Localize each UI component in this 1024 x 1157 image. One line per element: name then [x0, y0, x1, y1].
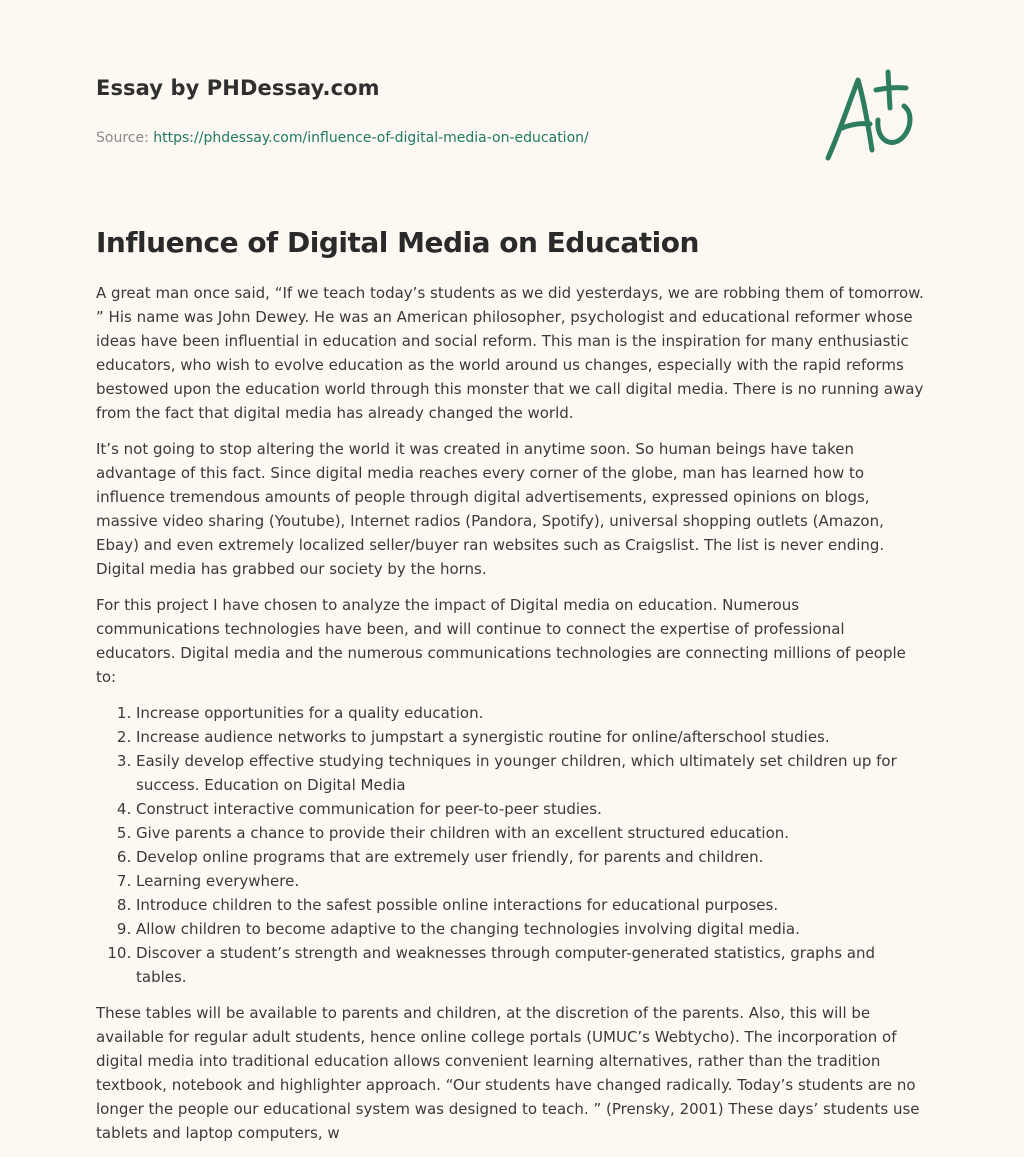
source-label: Source:	[96, 130, 154, 146]
list-item: 2. Increase audience networks to jumpstart a synergistic routine for online/afterschool studies.	[136, 725, 926, 749]
source-line	[96, 130, 796, 146]
list-item: 7. Learning everywhere.	[136, 869, 926, 893]
numbered-list	[96, 701, 926, 989]
list-item: 1. Increase opportunities for a quality education.	[136, 701, 926, 725]
list-item: 6. Develop online programs that are extremely user friendly, for parents and children.	[136, 845, 926, 869]
site-brand: Essay by PHDessay.com	[96, 76, 380, 100]
list-item: 8. Introduce children to the safest possible online interactions for educational purposes.	[136, 893, 926, 917]
a-plus-logo-icon	[820, 66, 930, 166]
list-item: 3. Easily develop effective studying techniques in younger children, which ultimately set children up for success. Education on Digital Media	[136, 749, 926, 797]
list-item: 10. Discover a student’s strength and weaknesses through computer-generated statistics, graphs and tables.	[136, 941, 926, 989]
paragraph-3: For this project I have chosen to analyze the impact of Digital media on education. Numerous communications technologies have been, and will continue to connect the expertise of professional educators. Digital media and the numerous communications technologies are connecting millions of people to:	[96, 596, 906, 686]
list-item: 5. Give parents a chance to provide their children with an excellent structured education.	[136, 821, 926, 845]
list-item: 9. Allow children to become adaptive to the changing technologies involving digital media.	[136, 917, 926, 941]
source-link[interactable]: https://phdessay.com/influence-of-digital-media-on-education/	[153, 130, 589, 146]
article	[96, 226, 926, 1157]
page-header	[96, 76, 796, 146]
paragraph-2: It’s not going to stop altering the world it was created in anytime soon. So human beings have taken advantage of this fact. Since digital media reaches every corner of the globe, man has learned how to influence tremendous amounts of people through digital advertisements, expressed opinions on blogs, massive video sharing (Youtube), Internet radios (Pandora, Spotify), universal shopping outlets (Amazon, Ebay) and even extremely localized seller/buyer ran websites such as Craigslist. The list is never ending. Digital media has grabbed our society by the horns.	[96, 440, 885, 578]
paragraph-1: A great man once said, “If we teach today’s students as we did yesterdays, we are robbing them of tomorrow. ” His name was John Dewey. He was an American philosopher, psychologist and educational reformer whose ideas have been influential in education and social reform. This man is the inspiration for many enthusiastic educators, who wish to evolve education as the world around us changes, especially with the rapid reforms bestowed upon the education world through this monster that we call digital media. There is no running away from the fact that digital media has already changed the world.	[96, 284, 924, 422]
article-title: Influence of Digital Media on Education	[96, 226, 699, 259]
list-item: 4. Construct interactive communication for peer-to-peer studies.	[136, 797, 926, 821]
paragraph-4: These tables will be available to parents and children, at the discretion of the parents. Also, this will be available for regular adult students, hence online college portals (UMUC’s Webtycho). The incorporation of digital media into traditional education allows convenient learning alternatives, rather than the tradition textbook, notebook and highlighter approach. “Our students have changed radically. Today’s students are no longer the people our educational system was designed to teach. ” (Prensky, 2001) These days’ students use tablets and laptop computers, w	[96, 1004, 920, 1142]
